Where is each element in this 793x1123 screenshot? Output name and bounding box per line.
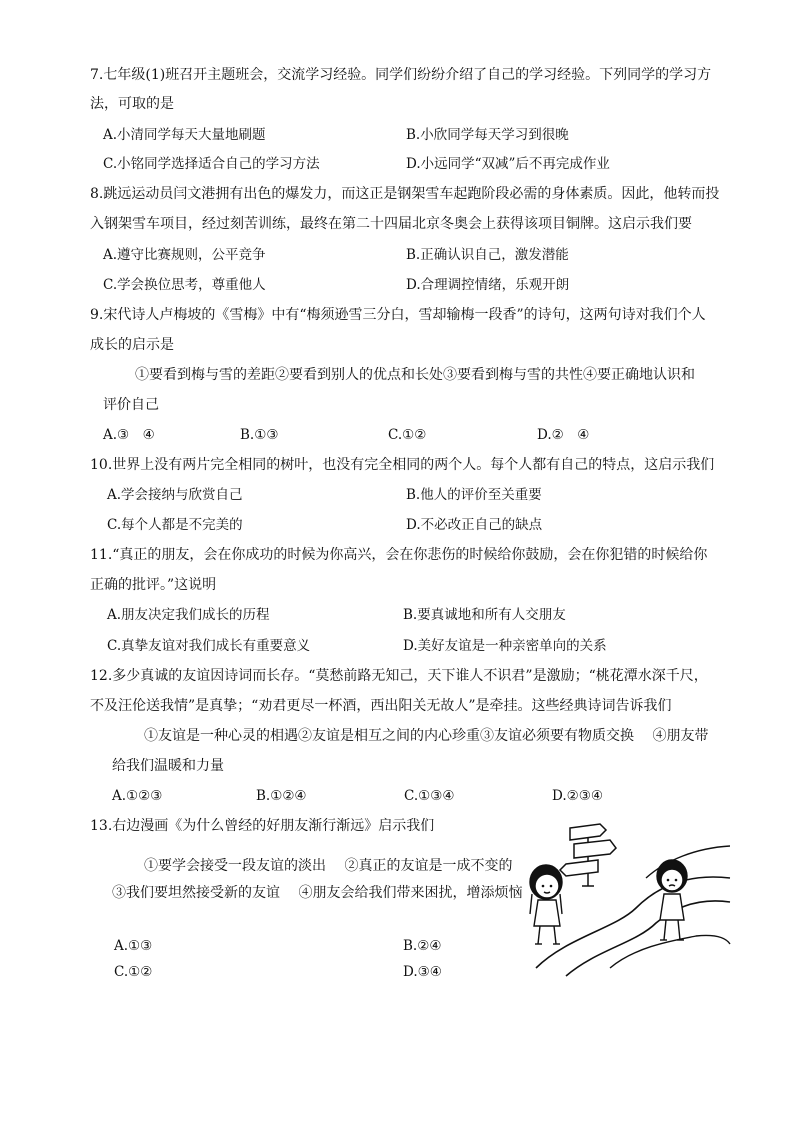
q11-stem-line2: 正确的批评。”这说明 [90, 577, 217, 593]
q13-stem-line1: 13.右边漫画《为什么曾经的好朋友渐行渐远》启示我们 [90, 818, 435, 834]
q9-items-line1: ①要看到梅与雪的差距②要看到别人的优点和长处③要看到梅与雪的共性④要正确地认识和 [135, 367, 695, 383]
q13-option-b: B.②④ [403, 938, 442, 954]
q13-option-a: A.①③ [114, 938, 153, 954]
q9-option-b: B.①③ [240, 427, 279, 443]
q7-stem-line1: 7.七年级(1)班召开主题班会，交流学习经验。同学们纷纷介绍了自己的学习经验。下列同学的学习方 [90, 67, 712, 83]
q8-option-b: B.正确认识自己，激发潜能 [406, 247, 569, 263]
girl-left-figure [530, 865, 562, 944]
q8-option-a: A.遵守比赛规则，公平竞争 [103, 247, 266, 263]
q10-option-d: D.不必改正自己的缺点 [406, 517, 543, 533]
q13-option-c: C.①② [114, 964, 153, 980]
q9-stem-line1: 9.宋代诗人卢梅坡的《雪梅》中有“梅须逊雪三分白，雪却输梅一段香”的诗句，这两句诗对我们个人 [90, 307, 706, 323]
q11-option-b: B.要真诚地和所有人交朋友 [403, 607, 566, 623]
q13-items-line2: ③我们要坦然接受新的友谊 ④朋友会给我们带来困扰，增添烦恼 [112, 885, 523, 901]
q13-items-line1: ①要学会接受一段友谊的淡出 ②真正的友谊是一成不变的 [144, 858, 513, 874]
q7-option-d: D.小远同学“双减”后不再完成作业 [406, 156, 610, 172]
q7-stem-line2: 法，可取的是 [90, 96, 174, 112]
q10-option-c: C.每个人都是不完美的 [107, 517, 243, 533]
q7-option-b: B.小欣同学每天学习到很晚 [406, 127, 569, 143]
q10-option-a: A.学会接纳与欣赏自己 [107, 487, 243, 503]
q8-option-c: C.学会换位思考，尊重他人 [103, 277, 266, 293]
friends-diverging-cartoon [526, 818, 732, 978]
q13-option-d: D.③④ [403, 964, 442, 980]
q9-items-line2: 评价自己 [103, 397, 159, 413]
q12-stem-line1: 12.多少真诚的友谊因诗词而长存。“莫愁前路无知己，天下谁人不识君”是激励；“桃花潭水深千尺， [90, 668, 708, 684]
q10-stem-line1: 10.世界上没有两片完全相同的树叶，也没有完全相同的两个人。每个人都有自己的特点，这启示我们 [90, 457, 715, 473]
q8-stem-line2: 入钢架雪车项目，经过刻苦训练，最终在第二十四届北京冬奥会上获得该项目铜牌。这启示我们要 [90, 216, 692, 232]
signpost [560, 824, 616, 886]
road-edge [566, 901, 730, 976]
q11-option-c: C.真挚友谊对我们成长有重要意义 [107, 638, 311, 654]
q8-option-d: D.合理调控情绪，乐观开朗 [406, 277, 570, 293]
girl-right-figure [657, 860, 687, 940]
q9-option-d: D.② ④ [537, 427, 590, 443]
q11-stem-line1: 11.“真正的朋友，会在你成功的时候为你高兴，会在你悲伤的时候给你鼓励，会在你犯错的时候给你 [90, 547, 708, 563]
q11-option-d: D.美好友谊是一种亲密单向的关系 [403, 638, 607, 654]
q7-option-a: A.小清同学每天大量地刷题 [103, 127, 266, 143]
q11-option-a: A.朋友决定我们成长的历程 [107, 607, 270, 623]
q12-items-line1: ①友谊是一种心灵的相遇②友谊是相互之间的内心珍重③友谊必须要有物质交换 ④朋友带 [144, 728, 709, 744]
q12-items-line2: 给我们温暖和力量 [112, 758, 224, 774]
q8-stem-line1: 8.跳远运动员闫文港拥有出色的爆发力，而这正是钢架雪车起跑阶段必需的身体素质。因此，他转而投 [90, 186, 720, 202]
q10-option-b: B.他人的评价至关重要 [406, 487, 542, 503]
q9-stem-line2: 成长的启示是 [90, 337, 174, 353]
q12-option-a: A.①②③ [112, 788, 163, 804]
q9-option-c: C.①② [388, 427, 427, 443]
q12-stem-line2: 不及汪伦送我情”是真挚；“劝君更尽一杯酒，西出阳关无故人”是牵挂。这些经典诗词告诉我们 [90, 698, 672, 714]
q12-option-d: D.②③④ [552, 788, 603, 804]
q12-option-b: B.①②④ [256, 788, 307, 804]
q12-option-c: C.①③④ [404, 788, 455, 804]
q7-option-c: C.小铭同学选择适合自己的学习方法 [103, 156, 320, 172]
q9-option-a: A.③ ④ [103, 427, 155, 443]
